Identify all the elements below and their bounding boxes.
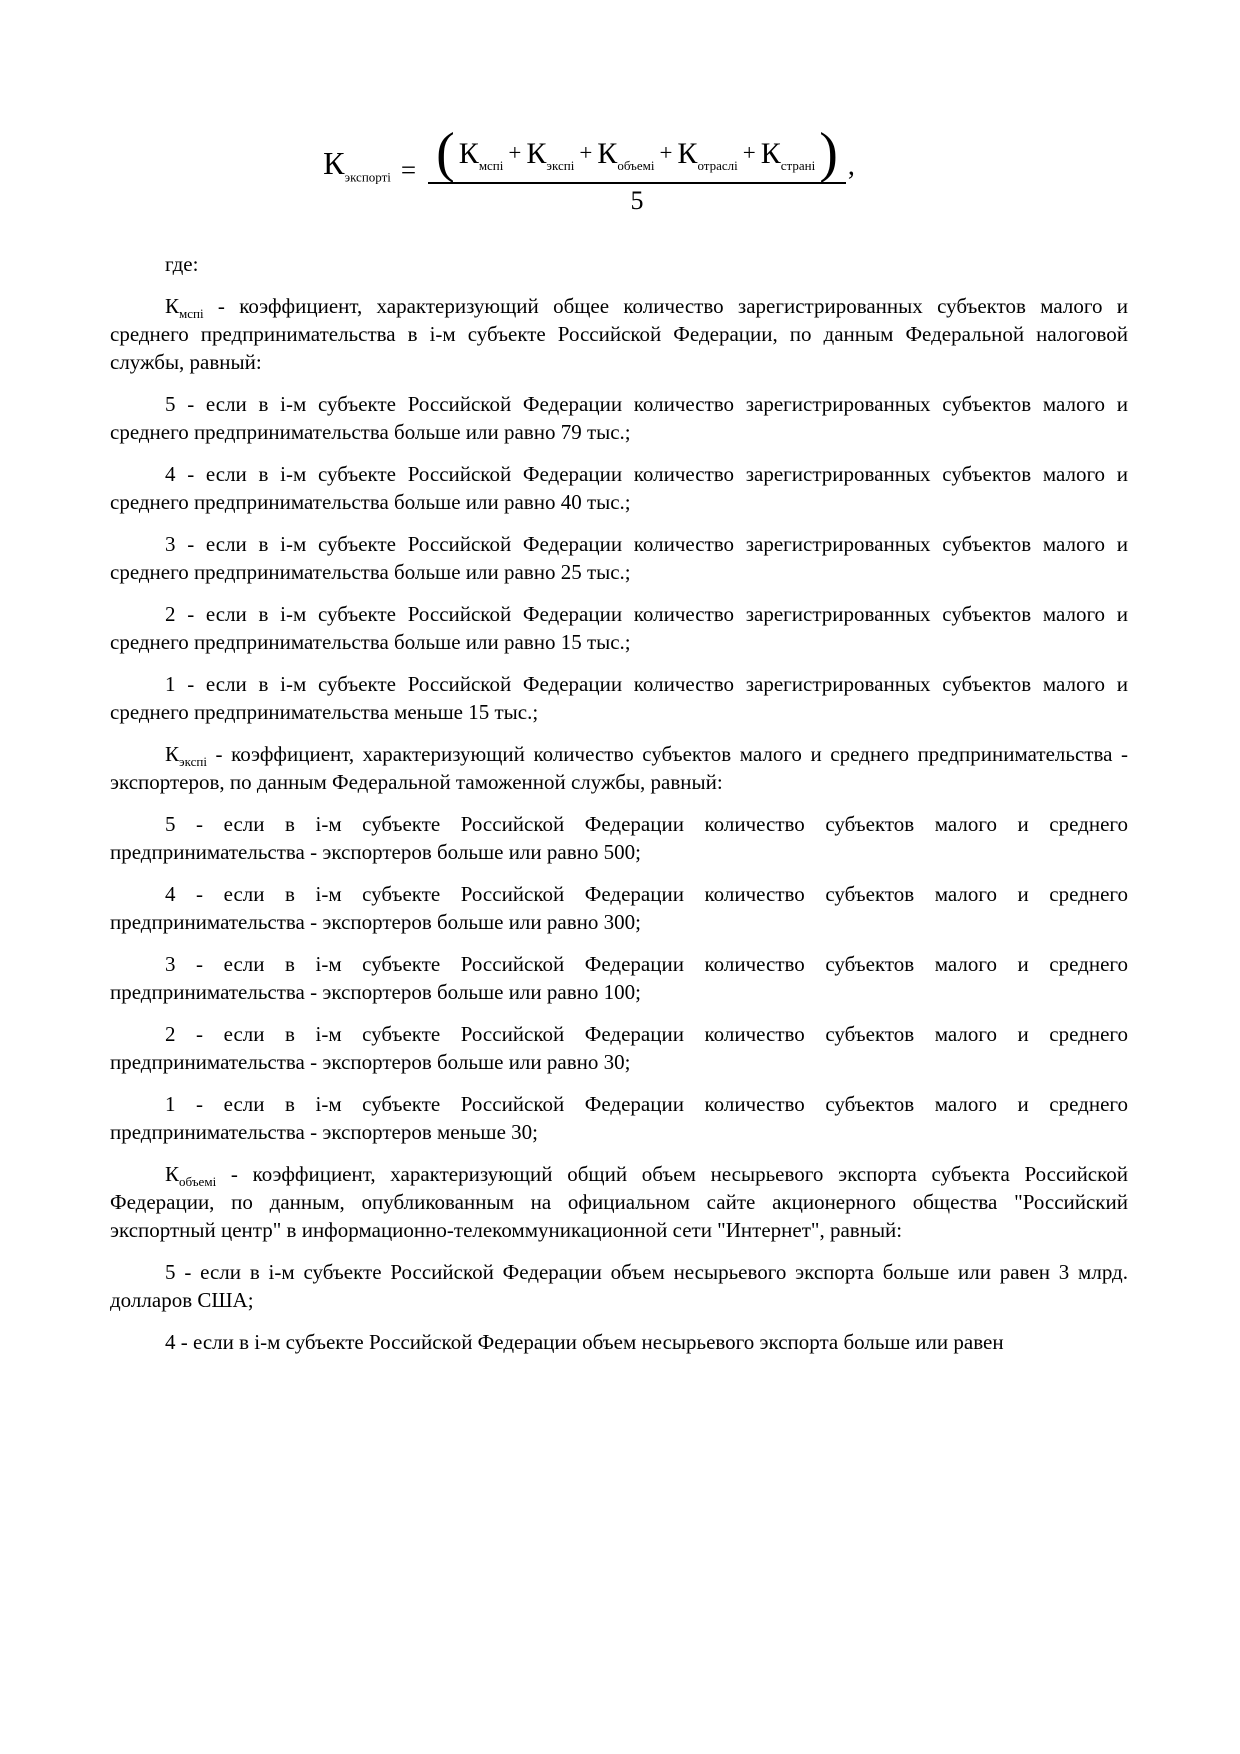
coefficient-base: К xyxy=(597,136,618,170)
fraction xyxy=(428,122,846,215)
coefficient-symbol xyxy=(165,741,207,769)
plus-sign: + xyxy=(508,139,522,165)
coefficient-symbol xyxy=(677,136,738,173)
coefficient-symbol xyxy=(597,136,655,173)
plus-sign: + xyxy=(742,139,756,165)
open-paren-icon: ( xyxy=(436,122,455,184)
coefficient-symbol xyxy=(760,136,816,173)
coefficient-base: К xyxy=(526,136,547,170)
paragraph-value-5-obyem: 5 - если в i-м субъекте Российской Федерации объем несырьевого экспорта больше или равен 3 млрд. долларов США; xyxy=(110,1259,1128,1312)
formula xyxy=(110,122,1068,215)
formula-trailing-comma: , xyxy=(847,150,855,182)
paragraph-value-4-eksp: 4 - если в i-м субъекте Российской Федерации количество субъектов малого и среднего предпринимательства - экспортеров больше или равно 300; xyxy=(110,881,1128,934)
paragraph-text: - коэффициент, характеризующий количество субъектов малого и среднего предпринимательства - экспортеров, по данным Федеральной таможенной службы, равный: xyxy=(110,741,1128,794)
coefficient-base: К xyxy=(165,741,180,766)
coefficient-base: К xyxy=(458,136,479,170)
coefficient-subscript: объемi xyxy=(179,1173,217,1189)
paragraph-value-3-msp: 3 - если в i-м субъекте Российской Федерации количество зарегистрированных субъектов малого и среднего предпринимательства больше или равно 25 тыс.; xyxy=(110,531,1128,584)
paragraph-coefficient-eksp xyxy=(110,740,1128,796)
coefficient-subscript: мспi xyxy=(478,157,504,173)
coefficient-symbol xyxy=(165,293,204,321)
formula-lhs xyxy=(323,145,391,185)
coefficient-base: К xyxy=(165,293,180,318)
paragraph-value-1-msp: 1 - если в i-м субъекте Российской Федерации количество зарегистрированных субъектов малого и среднего предпринимательства меньше 15 тыс.; xyxy=(110,671,1128,724)
coefficient-subscript: странi xyxy=(780,157,816,173)
coefficient-subscript: экспi xyxy=(179,753,207,769)
equals-sign: = xyxy=(400,155,417,186)
coefficient-subscript: отраслi xyxy=(697,157,738,173)
coefficient-symbol xyxy=(458,136,504,173)
paragraph-text: - коэффициент, характеризующий общее количество зарегистрированных субъектов малого и среднего предпринимательства в i-м субъекте Российской Федерации, по данным Федеральной налоговой службы, равный: xyxy=(110,293,1128,374)
close-paren-icon: ) xyxy=(819,122,838,184)
fraction-numerator xyxy=(428,122,846,184)
coefficient-base: К xyxy=(165,1161,180,1186)
coefficient-base: К xyxy=(677,136,698,170)
coefficient-base: К xyxy=(760,136,781,170)
fraction-denominator: 5 xyxy=(630,185,644,215)
paragraph-value-5-msp: 5 - если в i-м субъекте Российской Федерации количество зарегистрированных субъектов малого и среднего предпринимательства больше или равно 79 тыс.; xyxy=(110,391,1128,444)
paragraph-where: где: xyxy=(165,251,199,276)
paragraph-value-2-msp: 2 - если в i-м субъекте Российской Федерации количество зарегистрированных субъектов малого и среднего предпринимательства больше или равно 15 тыс.; xyxy=(110,601,1128,654)
numerator-expression xyxy=(457,136,817,173)
coefficient-subscript: мспi xyxy=(179,305,204,321)
paragraph-value-2-eksp: 2 - если в i-м субъекте Российской Федерации количество субъектов малого и среднего предпринимательства - экспортеров больше или равно 30; xyxy=(110,1021,1128,1074)
plus-sign: + xyxy=(579,139,593,165)
coefficient-subscript: объемi xyxy=(617,157,655,173)
formula-lhs-base: К xyxy=(323,145,345,182)
coefficient-subscript: экспi xyxy=(546,157,575,173)
paragraph-value-4-msp: 4 - если в i-м субъекте Российской Федерации количество зарегистрированных субъектов малого и среднего предпринимательства больше или равно 40 тыс.; xyxy=(110,461,1128,514)
paragraph-value-3-eksp: 3 - если в i-м субъекте Российской Федерации количество субъектов малого и среднего предпринимательства - экспортеров больше или равно 100; xyxy=(110,951,1128,1004)
paragraph-value-1-eksp: 1 - если в i-м субъекте Российской Федерации количество субъектов малого и среднего предпринимательства - экспортеров меньше 30; xyxy=(110,1091,1128,1144)
formula-lhs-subscript: экспортi xyxy=(344,169,391,185)
paragraph-coefficient-obyem xyxy=(110,1160,1128,1244)
paragraph-value-4-obyem: 4 - если в i-м субъекте Российской Федерации объем несырьевого экспорта больше или равен xyxy=(165,1329,1004,1354)
coefficient-symbol xyxy=(526,136,575,173)
coefficient-symbol xyxy=(165,1161,217,1189)
paragraph-text: - коэффициент, характеризующий общий объем несырьевого экспорта субъекта Российской Федерации, по данным, опубликованным на официальном сайте акционерного общества "Российский экспортный центр" в информационно-телекоммуникационной сети "Интернет", равный: xyxy=(110,1161,1128,1242)
paragraph-coefficient-mspi xyxy=(110,292,1128,376)
plus-sign: + xyxy=(659,139,673,165)
paragraph-value-5-eksp: 5 - если в i-м субъекте Российской Федерации количество субъектов малого и среднего предпринимательства - экспортеров больше или равно 500; xyxy=(110,811,1128,864)
